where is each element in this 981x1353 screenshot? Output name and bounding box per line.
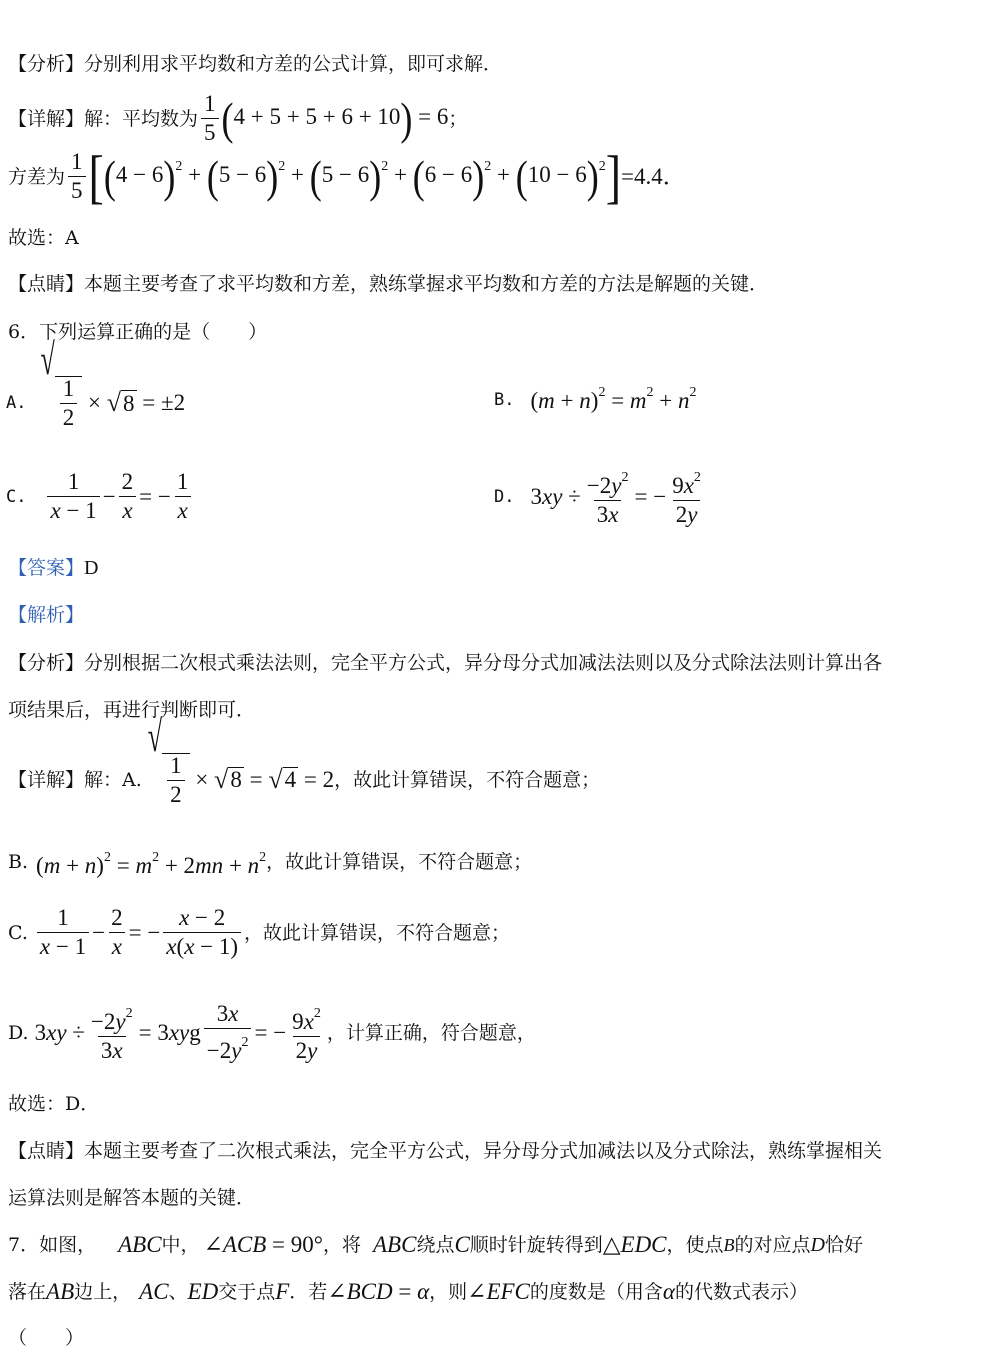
detail-d-formula: 3 xy ÷ $\frac{-2y^2}{3x}$ = 3 xy g $\frac{3x}{-2y^2}$ = − $\frac{9x^2}{2y}$	[34, 1001, 321, 1063]
analysis-tag: 【分析】	[8, 53, 85, 75]
option-d-label: D.	[494, 486, 515, 507]
question-7-line2: 落在 AB 边上， AC 、 ED 交于点 F ．若 ∠BCD = α ，则 ∠EFC 的度数是（用含 α 的代数式表示）	[8, 1279, 809, 1304]
detail-b-line	[8, 846, 532, 878]
detail-c-label: C.	[8, 921, 28, 944]
option-c-formula: $\frac{1}{x - 1}$ − $\frac{2}{x}$ = − $\frac{1}{x}$	[44, 470, 194, 523]
answer-tag: 【答案】	[8, 557, 85, 579]
detail-a-formula: √ $\frac{1}{2}$ × √ 8 = √ 4 = 2	[147, 711, 335, 807]
answer-value: D	[84, 557, 99, 579]
option-a-label: A.	[6, 393, 27, 413]
detail-a-text: 解：A.	[84, 769, 142, 791]
detail-b-comment: ，故此计算错误，不符合题意；	[266, 851, 533, 873]
variance-line	[8, 142, 686, 209]
option-d[interactable]	[494, 466, 707, 527]
answer-line	[8, 556, 98, 580]
q7-text-2d: 交于点	[218, 1281, 276, 1303]
question-7-options: （ ）	[8, 1327, 85, 1349]
detail-c-line	[8, 906, 510, 959]
analysis-line	[8, 52, 502, 76]
analysis-2-text1: 分别根据二次根式乘法法则，完全平方公式，异分母分式加减法法则以及分式除法法则计算出各	[84, 652, 883, 674]
option-b-formula: $(m + n)^2 = m^2 + n^2$	[530, 385, 697, 413]
comment-2-text1: 本题主要考查了二次根式乘法，完全平方公式，异分母分式加减法以及分式除法，熟练掌握相关	[84, 1140, 883, 1162]
choose-d: 故选：D．	[8, 1093, 100, 1115]
detail-a-comment: ，故此计算错误，不符合题意；	[334, 769, 601, 791]
q7-text-2c: 、	[168, 1281, 188, 1303]
mean-end: ；	[448, 107, 468, 130]
q7-text-2a: 落在	[8, 1281, 47, 1303]
q7-text-f: ，使点	[666, 1234, 724, 1256]
option-c[interactable]	[6, 470, 194, 523]
detail-d-label: D.	[8, 1021, 29, 1044]
comment-line	[8, 272, 768, 296]
q7-text-e: 顺时针旋转得到	[469, 1234, 603, 1256]
comment-2-line1	[8, 1139, 882, 1163]
choose-a: 故选：A	[8, 227, 79, 249]
analysis-2-line2: 项结果后，再进行判断即可．	[8, 699, 256, 721]
comment-2-tag: 【点睛】	[8, 1140, 85, 1162]
detail-text: 解：平均数为	[84, 107, 199, 130]
comment-2-line2: 运算法则是解答本题的关键．	[8, 1187, 256, 1209]
variance-formula: $\frac{1}{5}$ $[(4 - 6)^2 + (5 - 6)^2 + (5 - 6)^2 + (6 - 6)^2 + (10 - 6)^2]$	[65, 150, 621, 203]
option-b[interactable]	[494, 385, 697, 414]
question-6-stem: 6．下列运算正确的是（ ）	[8, 321, 268, 343]
detail-tag: 【详解】	[8, 107, 85, 130]
q7-text-2f: ，则	[429, 1281, 468, 1303]
q7-text-2e: ．若	[289, 1281, 328, 1303]
q7-text-g: 的对应点	[734, 1234, 811, 1256]
option-a[interactable]	[6, 334, 186, 434]
detail-b-formula: $(m + n)^2 = m^2 + 2mn + n^2$	[36, 850, 267, 878]
q7-text-2g: 的度数是（用含	[529, 1281, 663, 1303]
option-a-formula: √ $\frac{1}{2}$ × √ 8 = ±2	[40, 334, 186, 430]
mean-formula: $\frac{1}{5}$ (4 + 5 + 5 + 6 + 10) = 6	[198, 92, 448, 145]
detail-d-line	[8, 1002, 536, 1063]
solution-tag: 【解析】	[8, 604, 85, 626]
comment-tag: 【点睛】	[8, 273, 85, 295]
detail-a-line	[8, 711, 601, 812]
option-d-formula: 3 xy ÷ $\frac{-2y^2}{3x}$ = − $\frac{9x^2}{2y}$	[530, 470, 701, 527]
q7-text-2b: 边上，	[74, 1281, 132, 1303]
detail-mean-line	[8, 92, 467, 145]
detail-c-comment: ，故此计算错误，不符合题意；	[244, 921, 511, 944]
variance-result: =4.4．	[621, 163, 686, 189]
analysis-2-tag: 【分析】	[8, 652, 85, 674]
q7-text-a: 7．如图，	[8, 1234, 97, 1256]
option-c-label: C.	[6, 486, 27, 507]
detail-b-label: B.	[8, 851, 29, 873]
analysis-text: 分别利用求平均数和方差的公式计算，即可求解．	[84, 53, 503, 75]
variance-label: 方差为	[8, 165, 66, 188]
question-7-line1: 7．如图， ABC 中， ∠ACB = 90° ，将 ABC 绕点 C 顺时针旋转得到 △EDC ，使点 B 的对应点 D 恰好	[8, 1232, 864, 1257]
analysis-2-line1	[8, 651, 882, 675]
q7-text-b: 中，	[161, 1234, 200, 1256]
q7-text-d: 绕点	[416, 1234, 455, 1256]
detail-c-formula: $\frac{1}{x - 1}$ − $\frac{2}{x}$ = − $\frac{x - 2}{x(x - 1)}$	[34, 906, 244, 959]
detail-d-comment: ，计算正确，符合题意，	[326, 1021, 536, 1044]
option-b-label: B.	[494, 389, 515, 410]
detail-a-tag: 【详解】	[8, 769, 85, 791]
q7-text-h: 恰好	[825, 1234, 864, 1256]
comment-text: 本题主要考查了求平均数和方差，熟练掌握求平均数和方差的方法是解题的关键．	[84, 273, 769, 295]
q7-text-2h: 的代数式表示）	[675, 1281, 809, 1303]
q7-text-c: ，将	[322, 1234, 361, 1256]
